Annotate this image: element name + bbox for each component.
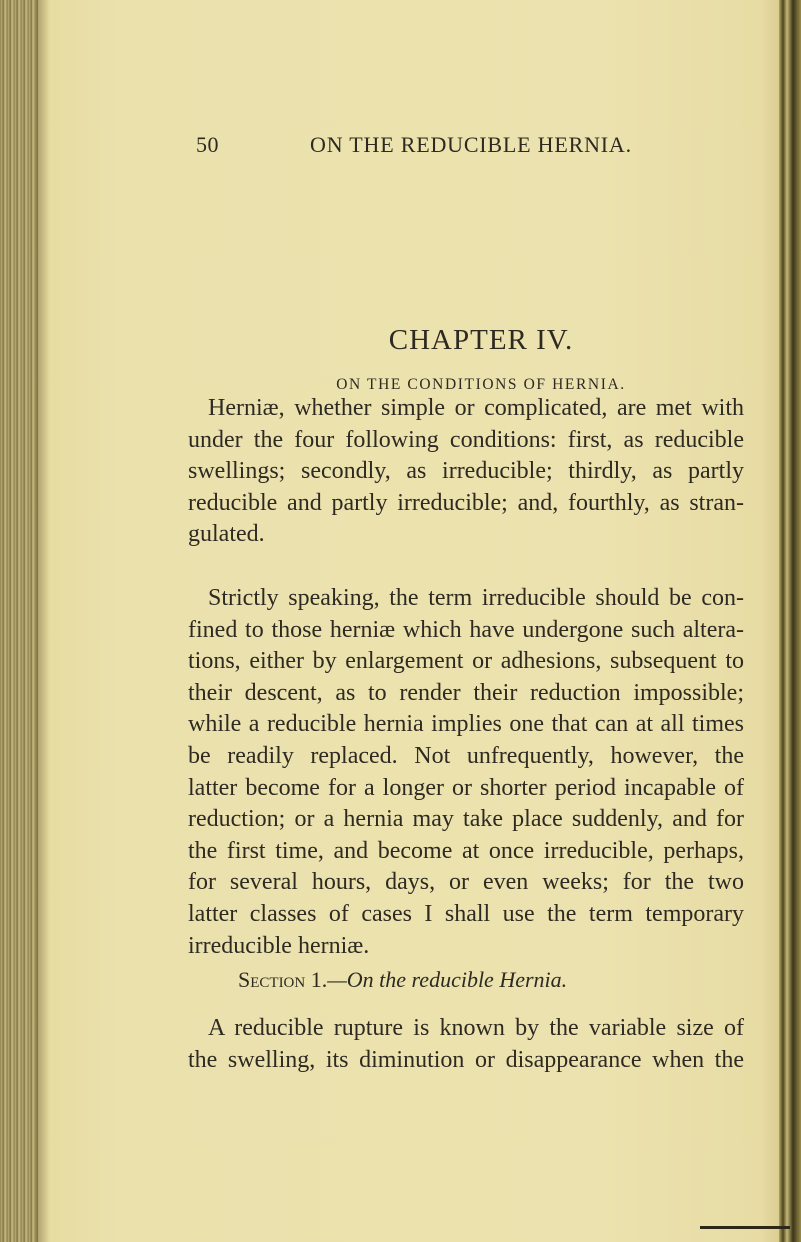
section-heading: [238, 967, 567, 993]
paragraph-1: [188, 393, 744, 551]
text-line: while a reducible hernia implies one that can at all times: [188, 711, 744, 738]
running-title: ON THE REDUCIBLE HERNIA.: [310, 132, 632, 157]
text-line: fined to those herniæ which have undergone such altera-: [188, 616, 744, 643]
text-line: under the four following conditions: first, as reducible: [188, 426, 744, 453]
text-line: the first time, and become at once irreducible, perhaps,: [188, 837, 744, 864]
paragraph-2: [188, 583, 744, 962]
text-line: latter become for a longer or shorter period incapable of: [188, 774, 744, 801]
page-bottom-edge: [700, 1226, 790, 1229]
text-line: be readily replaced. Not unfrequently, however, the: [188, 742, 744, 769]
gutter-shadow: [36, 0, 50, 1242]
text-line: A reducible rupture is known by the variable size of: [208, 1015, 744, 1041]
text-line: the swelling, its diminution or disappearance when the: [188, 1046, 744, 1073]
paragraph-3: [188, 1013, 744, 1076]
text-line: reduction; or a hernia may take place suddenly, and for: [188, 806, 744, 833]
page-fore-edge: [779, 0, 801, 1242]
text-line: their descent, as to render their reduction impossible;: [188, 679, 744, 706]
text-line: latter classes of cases I shall use the term temporary: [188, 900, 744, 927]
book-spine-edge: [0, 0, 38, 1242]
section-label: Section 1.: [238, 967, 328, 992]
text-line: gulated.: [188, 521, 265, 548]
text-line: reducible and partly irreducible; and, fourthly, as stran-: [188, 489, 744, 516]
section-title: —On the reducible Hernia.: [327, 967, 568, 992]
page-number: 50: [196, 132, 219, 157]
text-line: swellings; secondly, as irreducible; thirdly, as partly: [188, 458, 744, 485]
text-line: Herniæ, whether simple or complicated, are met with: [208, 395, 744, 421]
chapter-title: CHAPTER IV.: [388, 324, 574, 356]
text-line: tions, either by enlargement or adhesions, subsequent to: [188, 648, 744, 675]
text-line: for several hours, days, or even weeks; for the two: [188, 869, 744, 896]
text-line: Strictly speaking, the term irreducible should be con-: [208, 585, 744, 611]
running-head: [188, 132, 744, 162]
text-line: irreducible herniæ.: [188, 932, 370, 959]
chapter-subtitle: ON THE CONDITIONS OF HERNIA.: [336, 376, 626, 393]
